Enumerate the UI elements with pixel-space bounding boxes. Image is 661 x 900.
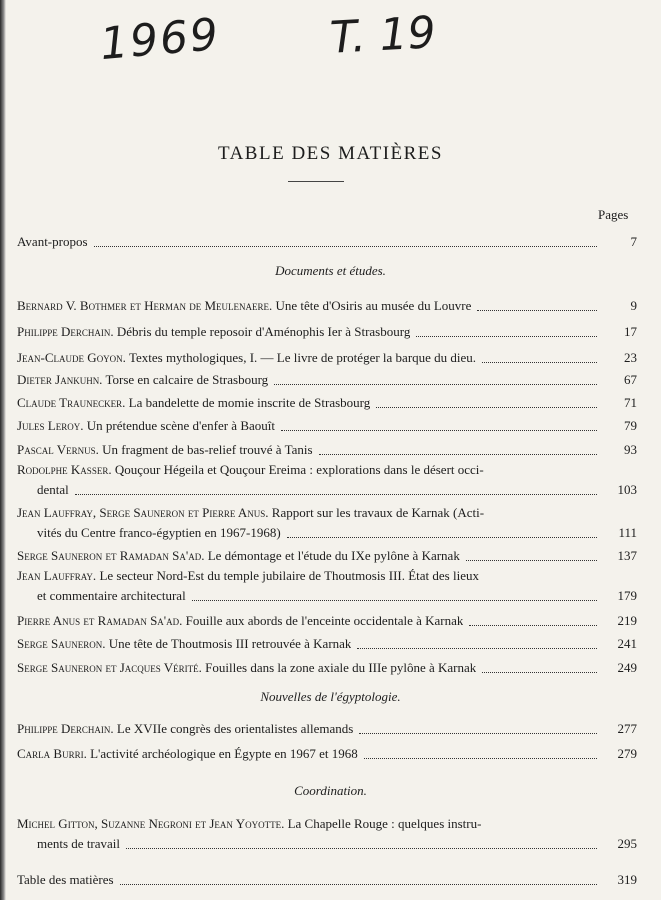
page-number: 319 — [617, 872, 637, 887]
page-number: 137 — [617, 548, 637, 563]
leader-dots — [126, 847, 597, 849]
page-title: TABLE DES MATIÈRES — [218, 143, 443, 164]
entry-author: Pierre Anus et Ramadan Sa'ad. — [17, 613, 183, 628]
page-number: 277 — [617, 721, 637, 736]
leader-dots — [376, 406, 597, 408]
toc-entry — [17, 322, 637, 342]
leader-dots — [319, 453, 597, 455]
toc-entry — [17, 611, 637, 631]
entry-line — [17, 348, 637, 368]
entry-author: Philippe Derchain. — [17, 721, 114, 736]
entry-line — [17, 834, 637, 854]
entry-line — [17, 393, 637, 413]
entry-line — [17, 503, 637, 523]
entry-title: La bandelette de momie inscrite de Strasbourg — [128, 395, 371, 410]
toc-entry — [17, 296, 637, 316]
page-number: 279 — [617, 746, 637, 761]
entry-text — [17, 393, 370, 413]
entry-text — [17, 322, 410, 342]
toc-entry — [17, 440, 637, 460]
leader-dots — [364, 757, 597, 759]
toc-entry — [17, 416, 637, 436]
leader-dots — [482, 671, 597, 673]
entry-text — [17, 634, 351, 654]
entry-line — [17, 814, 637, 834]
entry-title-continued: vités du Centre franco-égyptien en 1967-1968) — [37, 525, 281, 540]
leader-dots — [359, 732, 597, 734]
handwritten-tome: T. 19 — [328, 7, 437, 64]
leader-dots — [477, 309, 597, 311]
leader-dots — [94, 245, 597, 247]
toc-entry — [17, 814, 637, 854]
toc-entry — [17, 460, 637, 500]
entry-text — [17, 416, 275, 436]
leader-dots — [416, 335, 597, 337]
page-number: 17 — [624, 324, 637, 339]
entry-author: Jean Lauffray, Serge Sauneron et Pierre Anus. — [17, 505, 269, 520]
entry-title: Le XVIIe congrès des orientalistes allemands — [116, 721, 354, 736]
toc-entry — [17, 658, 637, 678]
entry-title-continued: et commentaire architectural — [37, 588, 186, 603]
entry-text — [17, 296, 471, 316]
page-number: 179 — [617, 588, 637, 603]
entry-author: Jean-Claude Goyon. — [17, 350, 126, 365]
entry-line — [17, 480, 637, 500]
entry-author: Michel Gitton, Suzanne Negroni et Jean Yoyotte. — [17, 816, 285, 831]
leader-dots — [192, 599, 597, 601]
entry-author: Jules Leroy. — [17, 418, 84, 433]
entry-line — [17, 566, 637, 586]
entry-text — [17, 611, 463, 631]
toc-entry — [17, 744, 637, 764]
entry-title: Une tête d'Osiris au musée du Louvre — [275, 298, 472, 313]
entry-title-continued: dental — [37, 482, 69, 497]
entry-author: Philippe Derchain. — [17, 324, 114, 339]
entry-line — [17, 460, 637, 480]
toc-entry — [17, 634, 637, 654]
toc-entry — [17, 370, 637, 390]
entry-author: Carla Burri. — [17, 746, 87, 761]
entry-line — [17, 440, 637, 460]
entry-text — [17, 658, 476, 678]
leader-dots — [482, 361, 597, 363]
entry-line — [17, 658, 637, 678]
entry-text — [17, 814, 481, 834]
toc-entry — [17, 393, 637, 413]
page-number: 241 — [617, 636, 637, 651]
entry-line — [17, 416, 637, 436]
entry-text — [17, 440, 313, 460]
entry-text — [17, 566, 479, 586]
entry-line — [17, 296, 637, 316]
entry-text — [17, 546, 460, 566]
leader-dots — [287, 536, 597, 538]
page-number: 111 — [618, 525, 637, 540]
toc-entry — [17, 503, 637, 543]
entry-line — [17, 634, 637, 654]
page-number: 23 — [624, 350, 637, 365]
leader-dots — [274, 383, 597, 385]
leader-dots — [357, 647, 597, 649]
entry-title: Textes mythologiques, I. — Le livre de protéger la barque du dieu. — [128, 350, 477, 365]
page-number: 79 — [624, 418, 637, 433]
entry-text — [17, 460, 484, 480]
entry-title: Une tête de Thoutmosis III retrouvée à Karnak — [108, 636, 352, 651]
entry-line — [17, 322, 637, 342]
entry-author: Rodolphe Kasser. — [17, 462, 112, 477]
entry-line — [17, 719, 637, 739]
pages-column-header: Pages — [598, 207, 629, 222]
page-number: 93 — [624, 442, 637, 457]
toc-entry — [17, 546, 637, 566]
toc-entry — [17, 719, 637, 739]
entry-title: Fouille aux abords de l'enceinte occidentale à Karnak — [185, 613, 464, 628]
entry-line — [17, 870, 637, 890]
handwritten-year: 1969 — [98, 8, 222, 71]
entry-author: Pascal Vernus. — [17, 442, 99, 457]
entry-line — [17, 370, 637, 390]
entry-title-continued: ments de travail — [37, 836, 121, 851]
toc-entry — [17, 870, 637, 890]
page-number: 219 — [617, 613, 637, 628]
section-heading: Coordination. — [294, 783, 367, 798]
entry-text — [17, 744, 358, 764]
leader-dots — [120, 883, 597, 885]
entry-text — [17, 348, 476, 368]
entry-title: La Chapelle Rouge : quelques instru- — [287, 816, 482, 831]
section-heading: Nouvelles de l'égyptologie. — [260, 689, 401, 704]
entry-author: Jean Lauffray. — [17, 568, 97, 583]
entry-author: Dieter Jankuhn. — [17, 372, 103, 387]
entry-title: Rapport sur les travaux de Karnak (Acti- — [271, 505, 485, 520]
entry-title: Un prétendue scène d'enfer à Baouît — [86, 418, 275, 433]
leader-dots — [466, 559, 597, 561]
entry-text — [17, 719, 353, 739]
entry-author: Serge Sauneron et Ramadan Sa'ad. — [17, 548, 205, 563]
entry-title: Le secteur Nord-Est du temple jubilaire de Thoutmosis III. État des lieux — [99, 568, 479, 583]
toc-entry — [17, 566, 637, 606]
toc-entry — [17, 348, 637, 368]
entry-line — [17, 586, 637, 606]
entry-author: Claude Traunecker. — [17, 395, 126, 410]
page-number: 249 — [617, 660, 637, 675]
entry-line — [17, 523, 637, 543]
entry-author: Serge Sauneron. — [17, 636, 106, 651]
entry-text — [17, 370, 268, 390]
entry-title: Torse en calcaire de Strasbourg — [105, 372, 269, 387]
leader-dots — [469, 624, 597, 626]
entry-title: Table des matières — [17, 872, 114, 887]
entry-title: L'activité archéologique en Égypte en 1967 et 1968 — [90, 746, 358, 761]
page-number: 7 — [630, 234, 637, 249]
page-number: 103 — [617, 482, 637, 497]
entry-title: Un fragment de bas-relief trouvé à Tanis — [102, 442, 313, 457]
entry-title: Avant-propos — [17, 234, 88, 249]
entry-title: Fouilles dans la zone axiale du IIIe pylône à Karnak — [205, 660, 477, 675]
entry-title: Débris du temple reposoir d'Aménophis Ier à Strasbourg — [116, 324, 411, 339]
entry-line — [17, 611, 637, 631]
entry-title: Le démontage et l'étude du IXe pylône à Karnak — [207, 548, 460, 563]
entry-text — [17, 232, 88, 252]
entry-text — [17, 503, 484, 523]
page-number: 295 — [617, 836, 637, 851]
page-number: 9 — [630, 298, 637, 313]
entry-author: Serge Sauneron et Jacques Vérité. — [17, 660, 202, 675]
entry-title: Qouçour Hégeila et Qouçour Ereima : explorations dans le désert occi- — [114, 462, 484, 477]
leader-dots — [75, 493, 597, 495]
entry-line — [17, 744, 637, 764]
entry-text — [17, 870, 114, 890]
page-number: 67 — [624, 372, 637, 387]
entry-author: Bernard V. Bothmer et Herman de Meulenaere. — [17, 298, 273, 313]
section-heading: Documents et études. — [275, 263, 386, 278]
entry-line — [17, 546, 637, 566]
toc-entry — [17, 232, 637, 252]
leader-dots — [281, 429, 597, 431]
page-number: 71 — [624, 395, 637, 410]
entry-line — [17, 232, 637, 252]
